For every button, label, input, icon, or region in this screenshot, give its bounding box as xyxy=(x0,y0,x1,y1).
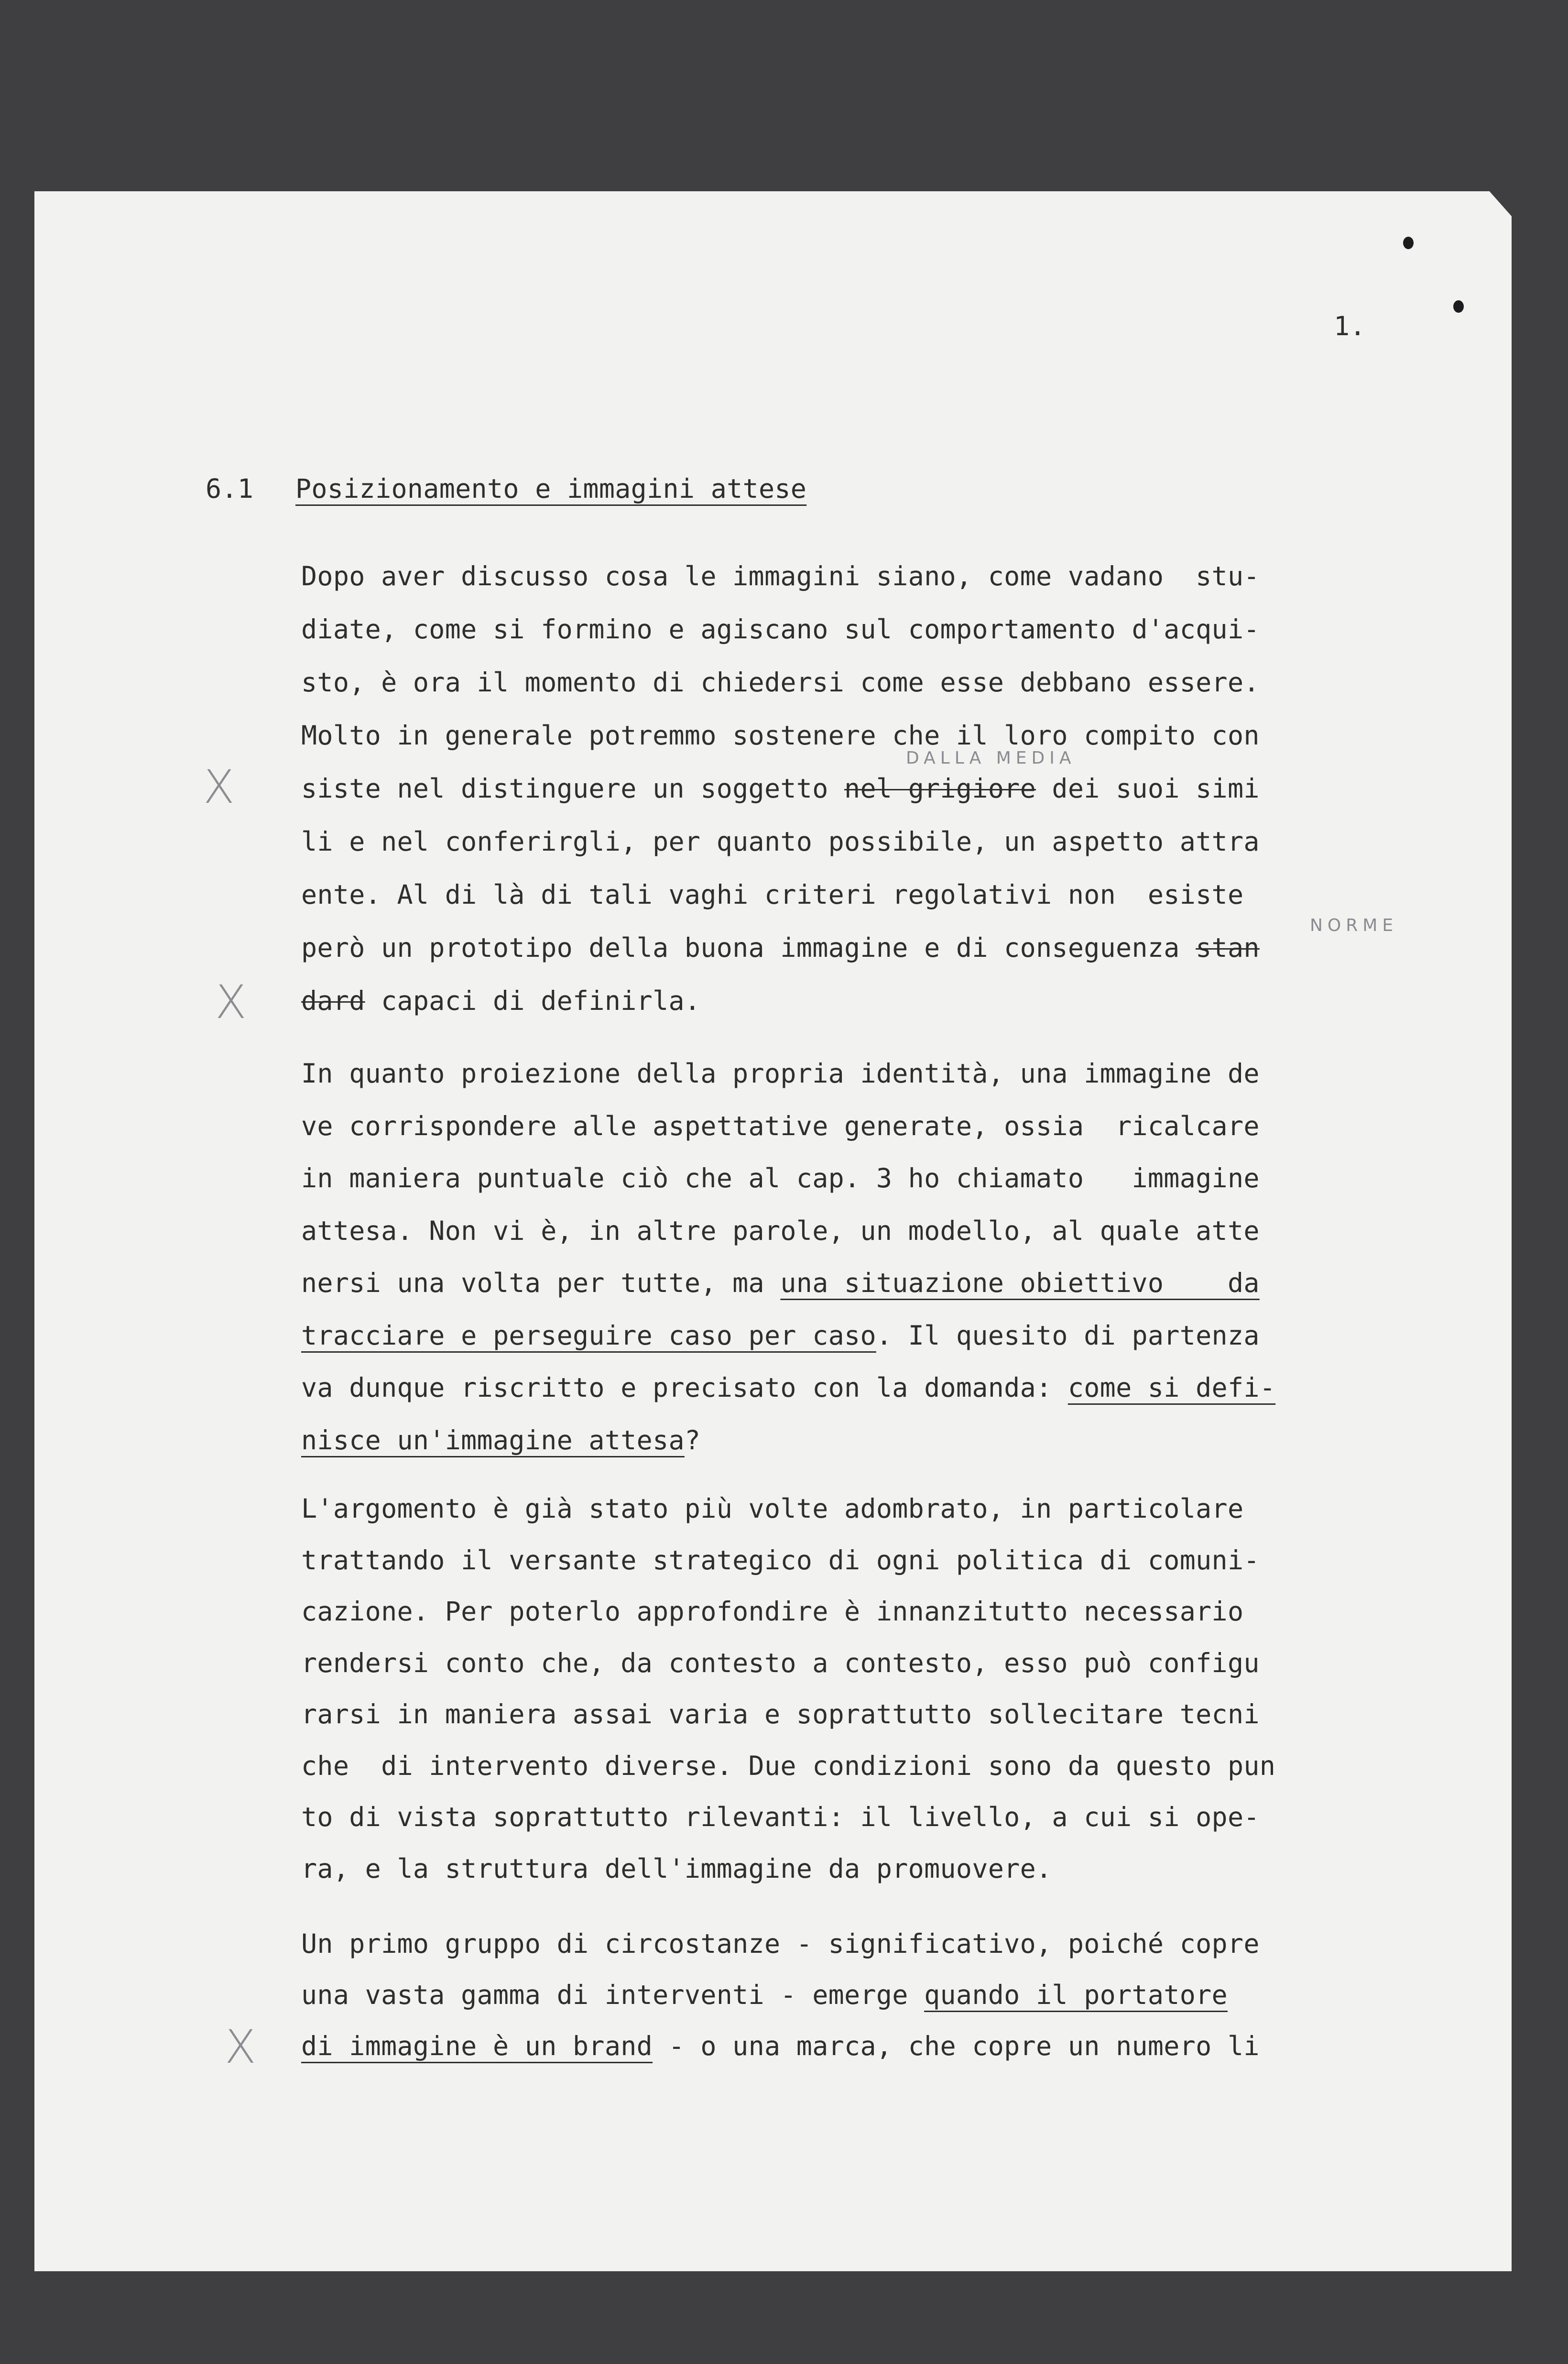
page-number: 1. xyxy=(1334,311,1366,341)
text-segment: li e nel conferirgli, per quanto possibile, un aspetto attra xyxy=(301,826,1260,857)
section-number: 6.1 xyxy=(206,473,254,504)
text-line xyxy=(301,879,1244,910)
text-segment: Dopo aver discusso cosa le immagini siano, come vadano stu- xyxy=(301,561,1260,591)
text-line xyxy=(301,1750,1276,1781)
text-line xyxy=(301,1270,1260,1296)
text-segment: cazione. Per poterlo approfondire è innanzitutto necessario xyxy=(301,1596,1244,1627)
text-line xyxy=(301,669,1260,696)
struck-text: stan xyxy=(1196,932,1260,963)
text-line xyxy=(301,1372,1276,1403)
underlined-text: quando il portatore xyxy=(924,1980,1228,2010)
text-segment: rarsi in maniera assai varia e soprattutto sollecitare tecni xyxy=(301,1699,1260,1729)
text-segment: L'argomento è già stato più volte adombrato, in particolare xyxy=(301,1493,1244,1524)
text-line xyxy=(301,1493,1244,1524)
text-segment: ve corrispondere alle aspettative generate, ossia ricalcare xyxy=(301,1110,1260,1141)
struck-text: dard xyxy=(301,985,365,1016)
text-segment: che di intervento diverse. Due condizioni sono da questo pun xyxy=(301,1750,1276,1781)
struck-text: nel grigiore xyxy=(844,773,1036,804)
text-segment: Un primo gruppo di circostanze - significativo, poiché copre xyxy=(301,1928,1260,1959)
text-line xyxy=(301,1544,1260,1576)
margin-cross-mark: X xyxy=(215,975,247,1029)
text-line xyxy=(301,616,1260,643)
text-segment: ? xyxy=(684,1424,701,1456)
text-line xyxy=(301,1804,1260,1830)
handwritten-note-dalla-media: DALLA MEDIA xyxy=(906,748,1076,768)
margin-cross-mark: X xyxy=(225,2020,256,2074)
text-line xyxy=(301,826,1260,857)
margin-cross-mark: X xyxy=(203,760,235,814)
text-segment: attesa. Non vi è, in altre parole, un modello, al quale atte xyxy=(301,1215,1260,1246)
text-line xyxy=(301,1424,701,1456)
text-segment: trattando il versante strategico di ogni politica di comuni- xyxy=(301,1544,1260,1576)
section-title: Posizionamento e immagini attese xyxy=(295,473,807,504)
text-segment: però un prototipo della buona immagine e di conseguenza xyxy=(301,932,1196,963)
text-line xyxy=(301,1598,1243,1625)
text-segment: - o una marca, che copre un numero li xyxy=(653,2031,1260,2061)
text-line xyxy=(301,1058,1260,1089)
text-line xyxy=(301,1982,1228,2008)
underlined-text: di immagine è un brand xyxy=(301,2031,653,2061)
text-segment: una vasta gamma di interventi - emerge xyxy=(301,1980,925,2010)
underlined-text: come si defi- xyxy=(1067,1372,1276,1403)
text-segment: in maniera puntuale ciò che al cap. 3 ho chiamato immagine xyxy=(301,1163,1260,1193)
text-line xyxy=(301,722,1260,749)
text-line xyxy=(301,1928,1260,1959)
text-segment: to di vista soprattutto rilevanti: il livello, a cui si ope- xyxy=(301,1802,1260,1832)
text-line xyxy=(301,985,701,1016)
text-line xyxy=(301,1320,1260,1351)
text-line xyxy=(301,1215,1260,1246)
text-line xyxy=(301,1165,1260,1192)
text-segment: . Il quesito di partenza xyxy=(876,1320,1260,1351)
underlined-text: tracciare e perseguire caso per caso xyxy=(301,1320,876,1351)
underlined-text: nisce un'immagine attesa xyxy=(301,1424,685,1456)
text-segment: capaci di definirla. xyxy=(365,985,701,1016)
handwritten-note-norme: NORME xyxy=(1310,916,1398,935)
text-line xyxy=(301,773,1260,804)
text-segment: In quanto proiezione della propria identità, una immagine de xyxy=(301,1058,1260,1089)
text-line xyxy=(301,1110,1260,1141)
text-segment: rendersi conto che, da contesto a contesto, esso può configu xyxy=(301,1647,1260,1678)
text-segment: va dunque riscritto e precisato con la domanda: xyxy=(301,1372,1068,1403)
text-line xyxy=(301,1647,1260,1678)
text-line xyxy=(301,932,1260,963)
text-segment: ra, e la struttura dell'immagine da promuovere. xyxy=(301,1853,1052,1884)
punch-hole xyxy=(1403,237,1414,249)
text-line xyxy=(301,2033,1260,2059)
text-line xyxy=(301,1853,1052,1884)
text-segment: nersi una volta per tutte, ma xyxy=(301,1268,781,1298)
text-segment: Molto in generale potremmo sostenere che il loro compito con xyxy=(301,720,1260,751)
punch-hole xyxy=(1453,300,1464,313)
underlined-text: una situazione obiettivo da xyxy=(780,1268,1260,1298)
text-segment: siste nel distinguere un soggetto xyxy=(301,773,845,804)
text-segment: diate, come si formino e agiscano sul comportamento d'acqui- xyxy=(301,614,1260,645)
text-segment: ente. Al di là di tali vaghi criteri regolativi non esiste xyxy=(301,879,1244,910)
text-segment: dei suoi simi xyxy=(1036,773,1260,804)
text-line xyxy=(301,1701,1260,1728)
text-segment: sto, è ora il momento di chiedersi come esse debbano essere. xyxy=(301,667,1260,698)
text-line xyxy=(301,563,1260,590)
